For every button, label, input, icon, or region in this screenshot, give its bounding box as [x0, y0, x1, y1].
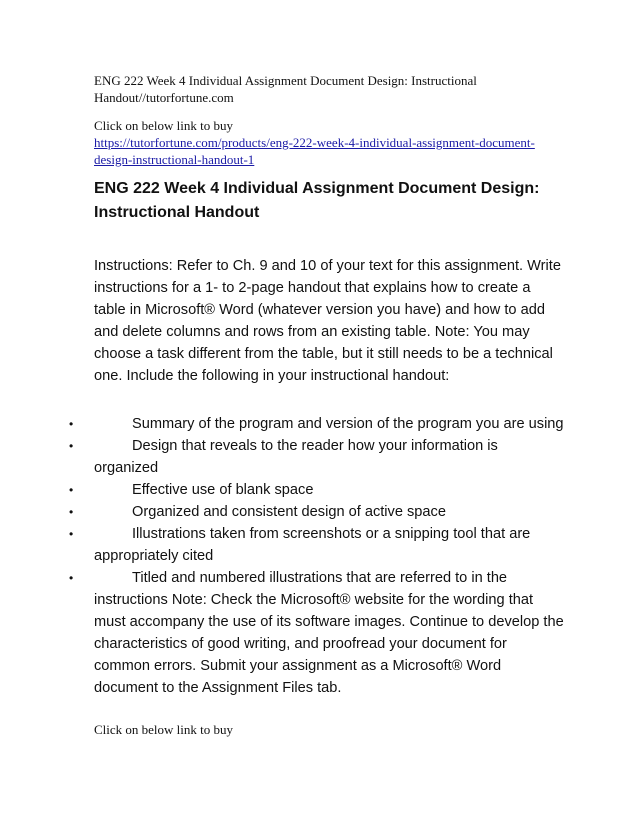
requirements-list [0, 413, 638, 699]
page-heading: ENG 222 Week 4 Individual Assignment Document Design: Instructional Handout [94, 180, 540, 221]
bullet-icon: • [69, 505, 74, 519]
list-item-text: Organized and consistent design of active space [132, 504, 446, 520]
list-item [0, 523, 564, 567]
bullet-icon: • [69, 439, 74, 453]
document-title-line: ENG 222 Week 4 Individual Assignment Document Design: Instructional Handout//tutorfortune.com [94, 73, 477, 105]
buy-label-top: Click on below link to buy [94, 118, 234, 133]
list-item [0, 479, 564, 501]
instructions-paragraph: Instructions: Refer to Ch. 9 and 10 of your text for this assignment. Write instructions for a 1- to 2-page handout that explains how to create a table in Microsoft® Word (whatever version you have) and how to add and delete columns and rows from an existing table. Note: You may choose a task different from the table, but it still needs to be a technical one. Include the following in your instructional handout: [94, 258, 561, 384]
list-item [0, 567, 564, 699]
list-item-text: Illustrations taken from screenshots or a snipping tool that are appropriately cited [94, 526, 531, 564]
list-item-text: Effective use of blank space [132, 482, 314, 498]
bullet-icon: • [69, 571, 74, 585]
bullet-icon: • [69, 527, 74, 541]
list-item [0, 413, 564, 435]
buy-label-bottom: Click on below link to buy [94, 722, 234, 737]
list-item-text: Design that reveals to the reader how your information is organized [94, 438, 498, 476]
buy-link[interactable]: https://tutorfortune.com/products/eng-222-week-4-individual-assignment-document-design-instructional-handout-1 [94, 135, 535, 167]
bullet-icon: • [69, 483, 74, 497]
bullet-icon: • [69, 417, 74, 431]
list-item [0, 501, 564, 523]
list-item-text: Summary of the program and version of the program you are using [132, 416, 564, 432]
list-item [0, 435, 564, 479]
list-item-text: Titled and numbered illustrations that are referred to in the instructions Note: Check the Microsoft® website for the wording that must accompany the use of its software images. Continue to develop the characteristics of good writing, and proofread your document for common errors. Submit your assignment as a Microsoft® Word document to the Assignment Files tab. [94, 570, 564, 696]
